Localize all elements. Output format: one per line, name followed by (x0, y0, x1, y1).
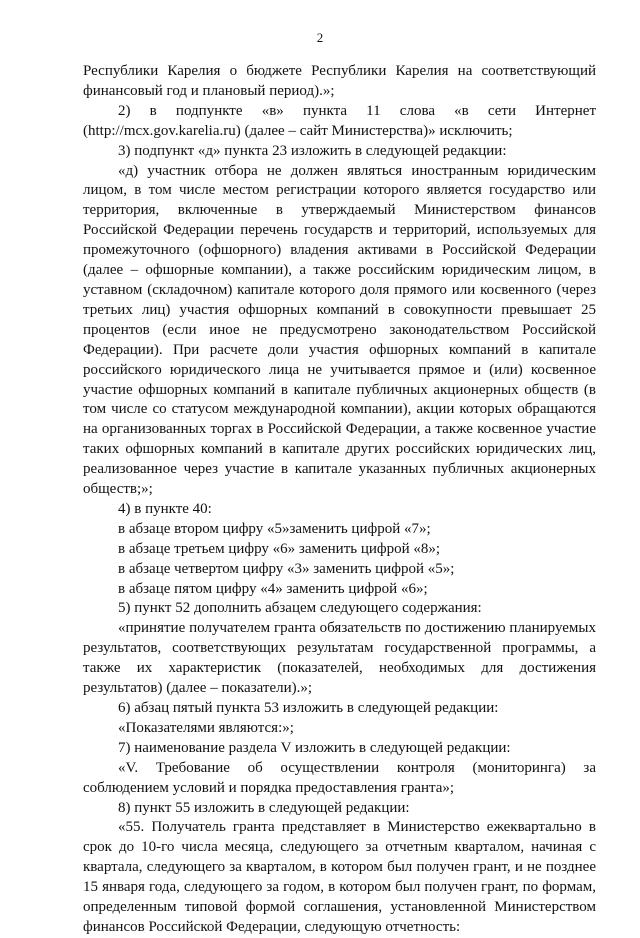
paragraph: «V. Требование об осуществлении контроля (мониторинга) за соблюдением условий и порядка предоставления гранта»; (83, 759, 596, 796)
paragraph: «55. Получатель гранта представляет в Министерство ежеквартально в срок до 10-го числа месяца, следующего за отчетным кварталом, начиная с квартала, следующего за кварталом, в котором был получен грант, и не позднее 15 января года, следующего за годом, в котором был получен грант, по формам, определенным типовой формой соглашения, установленной Министерством финансов Российской Федерации, следующую отчетность: (83, 819, 596, 935)
paragraph: «принятие получателем гранта обязательств по достижению планируемых результатов, соответствующих результатам государственной программы, а также их характеристик (показателей, необходимых для достижения результатов) (далее – показатели).»; (83, 620, 596, 697)
paragraph: Республики Карелия о бюджете Республики Карелия на соответствующий финансовый год и плановый период).»; (83, 63, 596, 99)
paragraph: 6) абзац пятый пункта 53 изложить в следующей редакции: (118, 700, 499, 716)
paragraph: 2) в подпункте «в» пункта 11 слова «в сети Интернет (http://mcx.gov.karelia.ru) (далее – сайт Министерства)» исключить; (83, 102, 596, 139)
paragraph: в абзаце пятом цифру «4» заменить цифрой «6»; (118, 580, 428, 597)
paragraph: в абзаце четвертом цифру «3» заменить цифрой «5»; (118, 560, 455, 577)
paragraph: 3) подпункт «д» пункта 23 изложить в следующей редакции: (118, 142, 507, 159)
paragraph: 8) пункт 55 изложить в следующей редакции: (118, 799, 410, 816)
page-number: 2 (316, 30, 324, 45)
paragraph: 7) наименование раздела V изложить в следующей редакции: (118, 739, 511, 756)
paragraph: 5) пункт 52 дополнить абзацем следующего содержания: (118, 600, 482, 617)
paragraph: «Показателями являются:»; (118, 719, 294, 736)
paragraph: в абзаце третьем цифру «6» заменить цифрой «8»; (118, 540, 441, 557)
document-body (83, 62, 596, 938)
paragraph: «д) участник отбора не должен являться иностранным юридическим лицом, в том числе местом регистрации которого является государство или территория, включенные в утверждаемый Министерством финансов Российской Федерации перечень государств и территорий, используемых для промежуточного (офшорного) владения активами в Российской Федерации (далее – офшорные компании), а также российским юридическим лицом, в уставном (складочном) капитале которого доля прямого или косвенного (через третьих лиц) участия офшорных компаний в совокупности превышает 25 процентов (если иное не предусмотрено законодательством Российской Федерации). При расчете доли участия офшорных компаний в капитале российского юридического лица не учитывается прямое и (или) косвенное участие офшорных компаний в капитале публичных акционерных обществ (в том числе со статусом международной компании), акции которых обращаются на организованных торгах в Российской Федерации, а также косвенное участие таких офшорных компаний в капитале других российских юридических лиц, реализованное через участие в капитале указанных публичных акционерных обществ;»; (83, 162, 596, 498)
paragraph: 4) в пункте 40: (118, 500, 212, 517)
paragraph: в абзаце втором цифру «5»заменить цифрой «7»; (118, 520, 431, 537)
